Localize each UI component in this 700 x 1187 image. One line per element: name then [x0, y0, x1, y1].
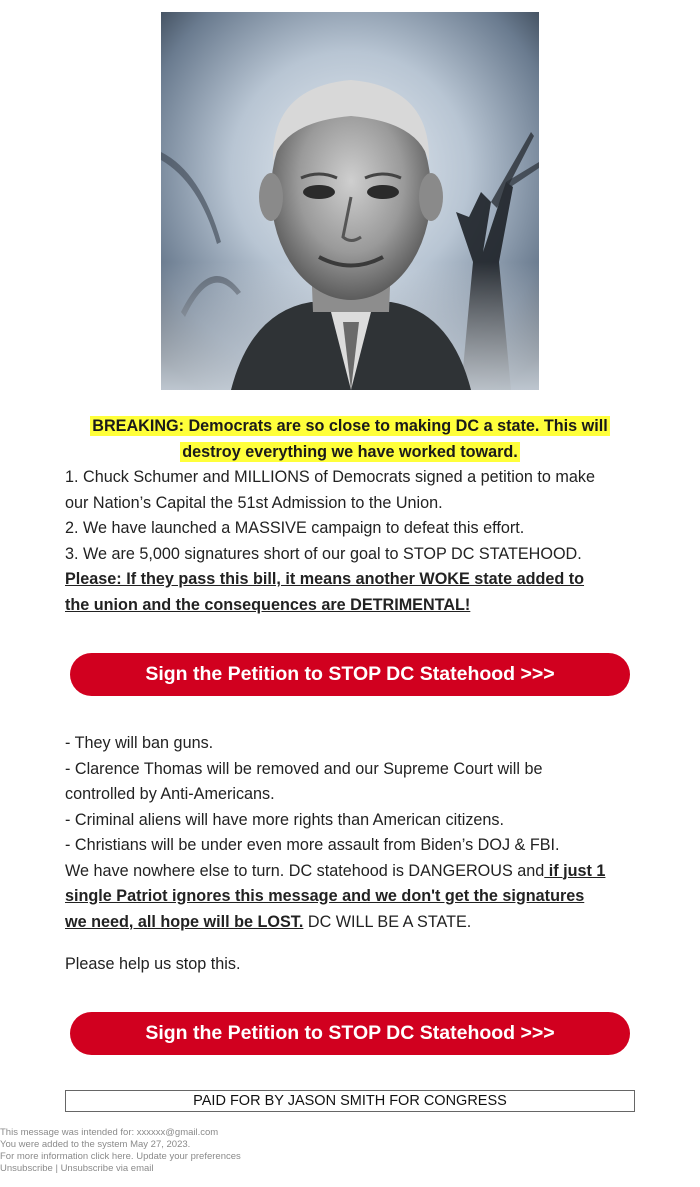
sign-petition-label-bottom: Sign the Petition to STOP DC Statehood >>> — [145, 1022, 555, 1044]
intro-body — [65, 465, 635, 618]
closing-emphasis-3: we need, all hope will be LOST. — [65, 912, 304, 931]
point-1-cont: our Nation’s Capital the 51st Admission to the Union. — [65, 493, 443, 512]
breaking-headline — [65, 413, 635, 465]
help-text — [65, 952, 635, 978]
footer-unsubscribe-row — [0, 1163, 700, 1175]
email-footer — [0, 1127, 700, 1175]
footer-intended-for: This message was intended for: xxxxxx@gmail.com — [0, 1127, 219, 1138]
point-3: 3. We are 5,000 signatures short of our goal to STOP DC STATEHOOD. — [65, 544, 582, 563]
closing-text-3: DC WILL BE A STATE. — [303, 912, 472, 931]
closing-text-1: We have nowhere else to turn. DC statehood is DANGEROUS and — [65, 861, 545, 880]
point-1: 1. Chuck Schumer and MILLIONS of Democrats signed a petition to make — [65, 468, 595, 486]
plea-line-2: the union and the consequences are DETRIMENTAL! — [65, 595, 471, 614]
bullet-court-2: controlled by Anti-Americans. — [65, 785, 275, 803]
footer-preferences-link[interactable]: For more information click here. Update your preferences — [0, 1151, 241, 1162]
footer-added-date: You were added to the system May 27, 2023. — [0, 1139, 191, 1150]
plea-line-1: Please: If they pass this bill, it means another WOKE state added to — [65, 570, 585, 588]
paid-for-disclaimer: PAID FOR BY JASON SMITH FOR CONGRESS — [65, 1090, 635, 1112]
headline-line-2: destroy everything we have worked toward. — [182, 443, 518, 461]
closing-line-2: single Patriot ignores this message and we don't get the signatures — [65, 887, 585, 905]
closing-emphasis-1: if just 1 — [544, 861, 606, 880]
footer-separator: | — [52, 1163, 61, 1174]
unsubscribe-link[interactable]: Unsubscribe — [0, 1163, 53, 1174]
sign-petition-button-top[interactable] — [70, 653, 630, 696]
bullet-christians: - Christians will be under even more assault from Biden’s DOJ & FBI. — [65, 836, 560, 854]
unsubscribe-email-link[interactable]: Unsubscribe via email — [60, 1163, 154, 1174]
headline-line-1: BREAKING: Democrats are so close to making DC a state. This will — [92, 417, 608, 435]
bullet-court-1: - Clarence Thomas will be removed and our Supreme Court will be — [65, 759, 543, 778]
sign-petition-button-bottom[interactable] — [70, 1012, 630, 1055]
help-line: Please help us stop this. — [65, 955, 241, 973]
point-2: 2. We have launched a MASSIVE campaign to defeat this effort. — [65, 519, 525, 537]
bullet-body — [65, 731, 635, 935]
hero-image — [161, 12, 539, 390]
bullet-aliens: - Criminal aliens will have more rights than American citizens. — [65, 810, 505, 829]
closing-line-1 — [65, 859, 635, 885]
closing-line-3 — [65, 910, 635, 936]
bullet-guns: - They will ban guns. — [65, 734, 214, 752]
sign-petition-label: Sign the Petition to STOP DC Statehood >>> — [145, 663, 555, 685]
